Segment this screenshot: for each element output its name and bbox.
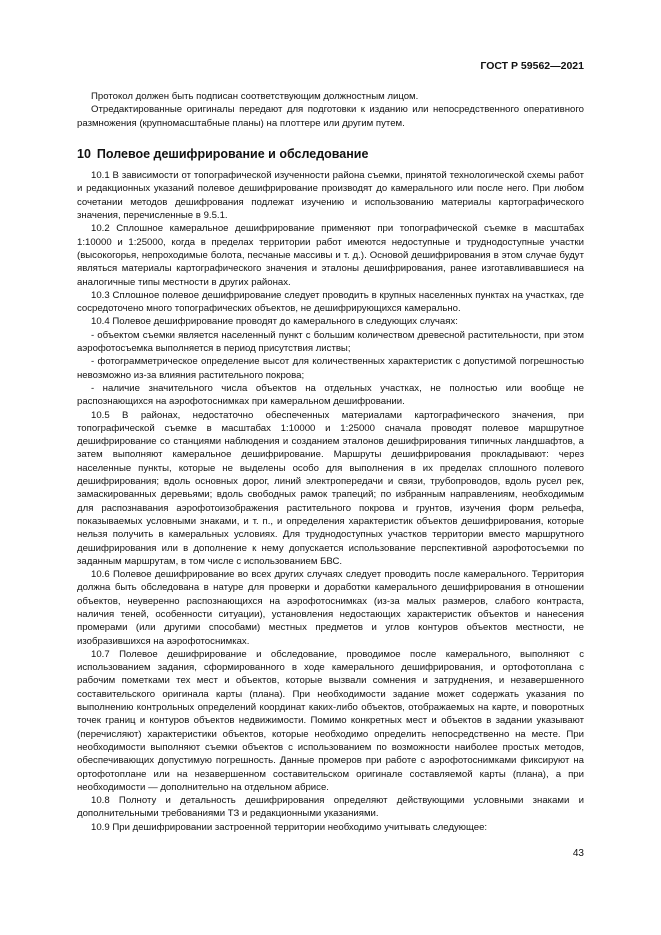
clause-10-2: 10.2 Сплошное камеральное дешифрирование применяют при топографической съемке в масштабах 1:10000 и 1:25000, когда в пределах территории работ имеются недоступные и труднодоступные участки (высокогорья, непроходимые болота, песчаные массивы и т. д.). Основой дешифрирования в этом случае будут являться материалы картографического значения и эталоны дешифрирования, ранее изготавливавшиеся на аналогичные типы местности в других районах. xyxy=(77,223,584,288)
page-number: 43 xyxy=(572,848,584,859)
clause-10-3: 10.3 Сплошное полевое дешифрирование следует проводить в крупных населенных пунктах на участках, где сосредоточено много топографических объектов, не дешифрирующихся камерально. xyxy=(77,289,584,315)
intro-paragraph: Протокол должен быть подписан соответствующим должностным лицом. xyxy=(91,91,419,102)
clause-10-6: 10.6 Полевое дешифрирование во всех других случаях следует проводить после камерального. Территория должна быть обследована в натуре для проверки и доработки камерального дешифрирования в отношении объектов, неуверенно распознающихся на аэрофотоснимках (из-за малых размеров, слабого контраста, наличия теней, особенности ситуации), установления недостающих характеристик объектов и нанесения промерами (или другими способами) местных предметов и углов контуров объектов местности, не изобразившихся на аэрофотоснимках. xyxy=(77,569,584,647)
clause-10-9: 10.9 При дешифрировании застроенной территории необходимо учитывать следующее: xyxy=(91,821,488,833)
page-content xyxy=(77,90,584,834)
clause-10-7: 10.7 Полевое дешифрирование и обследование, проводимое после камерального, выполняют с использованием задания, сформированного в ходе камерального дешифрирования, и ортофотоплана с рабочим пометками тех мест и объектов, которые вызвали сомнения и затруднения, и незавершенного составительского оригинала карты (плана). При необходимости задание может содержать указания по выполнению контрольных определений координат каких-либо объектов, отображаемых на карте, и поворотных точек границ и контуров объектов недвижимости. Помимо конкретных мест и объектов в задании указывают (перечисляют) характеристики объектов, которые необходимо определить непосредственно на месте. При необходимости выполняют съемки объектов с использованием по возможности наиболее простых методов, обеспечивающих допустимую погрешность. Данные промеров при работе с аэрофотоснимками фиксируют на ортофотоплане или на незавершенном составительском оригинале составляемой карты (плана), а при необходимости — дополнительно на отдельном абрисе. xyxy=(77,648,584,793)
clause-10-8: 10.8 Полноту и детальность дешифрирования определяют действующими условными знаками и дополнительными требованиями ТЗ и редакционными указаниями. xyxy=(77,795,584,820)
intro-paragraph: Отредактированные оригиналы передают для подготовки к изданию или непосредственного оперативного размножения (крупномасштабные планы) на плоттере или другим путем. xyxy=(77,104,584,129)
clause-10-5: 10.5 В районах, недостаточно обеспеченных материалами картографического значения, при топографической съемке в масштабах 1:10000 и 1:25000 сначала проводят полевое маршрутное дешифрирование со станциями наблюдения и созданием эталонов дешифрирования типичных ландшафтов, а затем выполняют камеральное дешифрирование. Маршруты дешифрирования прокладывают: через населенные пункты, которые не выделены особо для выполнения в их пределах сплошного полевого дешифрирования; вдоль основных дорог, линий электропередачи и связи, трубопроводов, вдоль русел рек, замаскированных деревьями; вдоль свободных рамок трапеций; по избранным направлениям, необходимым для распознавания аэрофотоизображения растительного покрова и грунтов, изучения форм рельефа, показываемых условными знаками, и т. п., и определения характеристик объектов дешифрирования, которые нельзя получить в камеральных условиях. Для труднодоступных участков территории вместо маршрутного дешифрирования или в дополнение к нему допускается использование перспективной аэрофотосъемки по заданным маршрутам, в том числе с использованием БВС. xyxy=(77,409,584,567)
document-id-header: ГОСТ Р 59562—2021 xyxy=(480,60,584,72)
section-number: 10 xyxy=(77,146,91,161)
section-heading xyxy=(77,148,584,161)
list-item: - фотограмметрическое определение высот для количественных характеристик с допустимой погрешностью невозможно из-за влияния растительного покрова; xyxy=(77,356,584,381)
list-item: - объектом съемки является населенный пункт с большим количеством древесной растительности, при этом аэрофотосъемка выполняется в период присутствия листвы; xyxy=(77,329,584,355)
section-title: Полевое дешифрирование и обследование xyxy=(96,146,369,161)
clause-10-1: 10.1 В зависимости от топографической изученности района съемки, принятой технологической схемы работ и редакционных указаний полевое дешифрирование производят до камерального или после него. При любом сочетании методов дешифрования подлежат изучению и использованию материалы картографического значения, перечисленные в 9.5.1. xyxy=(77,170,584,222)
list-item: - наличие значительного числа объектов на отдельных участках, не полностью или вообще не распознающихся на аэрофотоснимках при камеральном дешифровании. xyxy=(77,382,584,408)
clause-10-4: 10.4 Полевое дешифрирование проводят до камерального в следующих случаях: xyxy=(91,316,458,328)
